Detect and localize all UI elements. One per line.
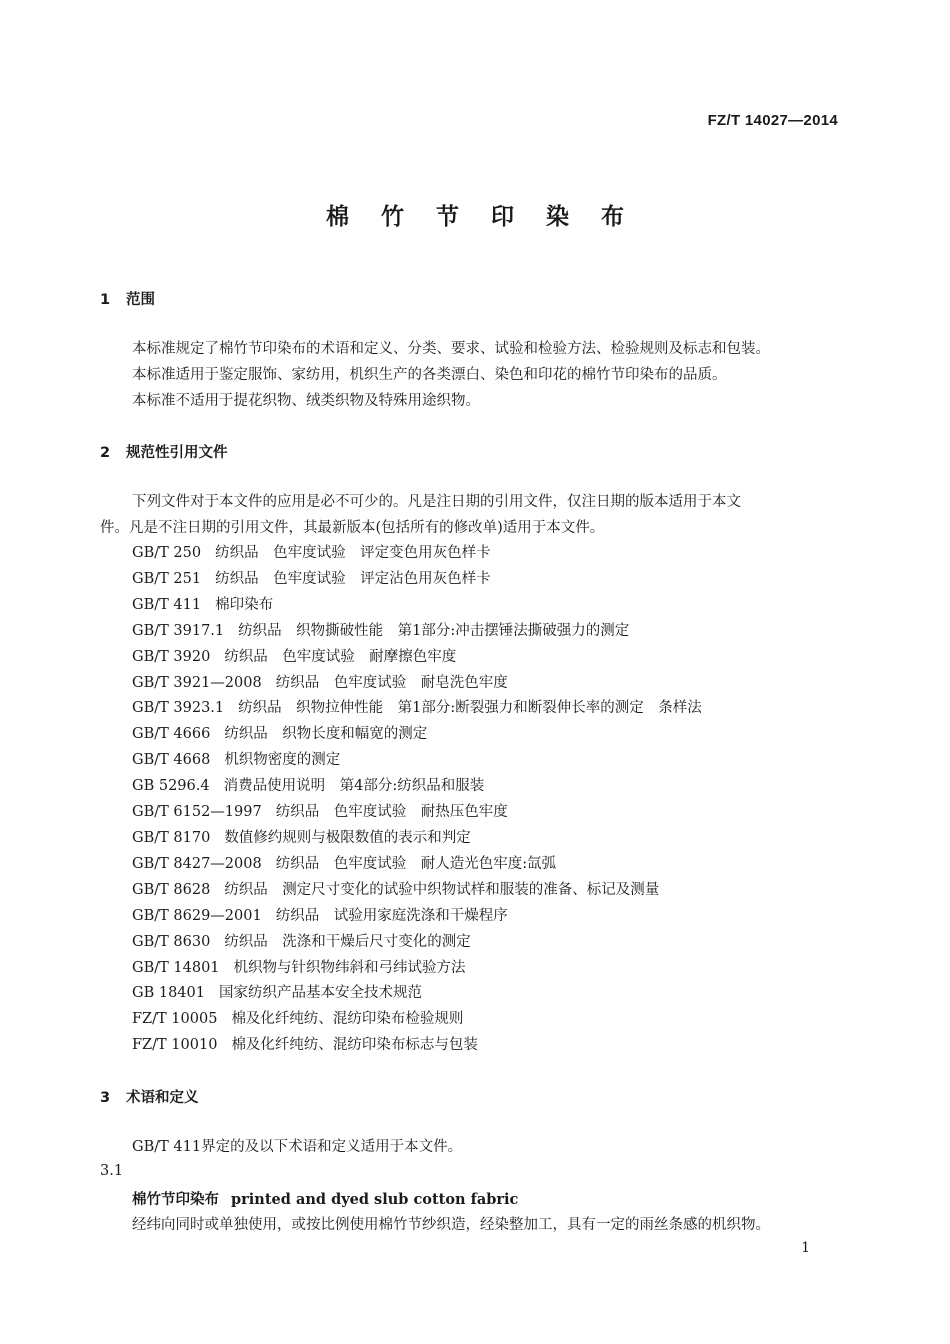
term-english: printed and dyed slub cotton fabric xyxy=(231,1191,519,1208)
term-entry xyxy=(132,1188,518,1209)
reference-item xyxy=(132,930,702,956)
reference-code: GB/T 3921—2008 xyxy=(132,674,262,691)
reference-item xyxy=(132,878,702,904)
reference-code: GB/T 251 xyxy=(132,570,202,587)
section-title: 术语和定义 xyxy=(126,1090,199,1106)
reference-code: GB/T 8628 xyxy=(132,881,211,898)
reference-code: GB/T 8427—2008 xyxy=(132,855,262,872)
reference-title: 机织物与针织物纬斜和弓纬试验方法 xyxy=(233,959,466,976)
reference-code: GB/T 4666 xyxy=(132,726,211,743)
reference-title: 棉及化纤纯纺、混纺印染布检验规则 xyxy=(231,1011,464,1028)
reference-title: 纺织品 色牢度试验 耐人造光色牢度:氙弧 xyxy=(275,855,557,872)
reference-title: 国家纺织产品基本安全技术规范 xyxy=(218,985,422,1002)
reference-item xyxy=(132,904,702,930)
reference-title: 数值修约规则与极限数值的表示和判定 xyxy=(224,829,471,846)
reference-code: FZ/T 10010 xyxy=(132,1037,218,1054)
reference-title: 纺织品 测定尺寸变化的试验中织物试样和服装的准备、标记及测量 xyxy=(224,881,660,898)
section-number: 3 xyxy=(100,1090,111,1106)
reference-title: 纺织品 洗涤和干燥后尺寸变化的测定 xyxy=(224,933,471,950)
reference-item xyxy=(132,671,702,697)
reference-code: GB/T 3917.1 xyxy=(132,622,225,639)
reference-title: 纺织品 色牢度试验 评定变色用灰色样卡 xyxy=(215,545,491,561)
page-number: 1 xyxy=(801,1240,810,1256)
subsection-number: 3.1 xyxy=(100,1163,124,1179)
reference-item xyxy=(132,696,702,722)
paragraph-line: 件。凡是不注日期的引用文件，其最新版本(包括所有的修改单)适用于本文件。 xyxy=(100,520,605,536)
section-number: 2 xyxy=(100,445,111,461)
reference-code: GB/T 8630 xyxy=(132,933,211,950)
reference-code: GB/T 250 xyxy=(132,545,202,561)
reference-item xyxy=(132,619,702,645)
reference-title: 纺织品 色牢度试验 耐皂洗色牢度 xyxy=(275,674,508,691)
section-2-intro xyxy=(100,489,845,541)
reference-item xyxy=(132,981,702,1007)
reference-item xyxy=(132,800,702,826)
reference-code: GB/T 411 xyxy=(132,596,202,613)
paragraph-line: 下列文件对于本文件的应用是必不可少的。凡是注日期的引用文件，仅注日期的版本适用于本文 xyxy=(132,494,741,510)
reference-title: 纺织品 色牢度试验 评定沾色用灰色样卡 xyxy=(215,570,491,587)
section-3-heading xyxy=(100,1086,199,1107)
paragraph: 本标准不适用于提花织物、绒类织物及特殊用途织物。 xyxy=(132,393,480,409)
reference-title: 纺织品 试验用家庭洗涤和干燥程序 xyxy=(275,907,508,924)
paragraph: 本标准适用于鉴定服饰、家纺用，机织生产的各类漂白、染色和印花的棉竹节印染布的品质。 xyxy=(132,367,727,383)
reference-title: 纺织品 织物长度和幅宽的测定 xyxy=(224,726,428,743)
reference-list xyxy=(132,541,702,1059)
reference-title: 棉印染布 xyxy=(215,596,274,613)
standard-code: FZ/T 14027—2014 xyxy=(707,112,838,129)
term-definition: 经纬向同时或单独使用，或按比例使用棉竹节纱织造，经染整加工，具有一定的雨丝条感的机织物。 xyxy=(132,1217,770,1233)
reference-item xyxy=(132,826,702,852)
reference-title: 机织物密度的测定 xyxy=(224,752,341,769)
reference-item xyxy=(132,1007,702,1033)
reference-code: GB/T 4668 xyxy=(132,752,211,769)
reference-item xyxy=(132,541,702,567)
document-title: 棉 竹 节 印 染 布 xyxy=(325,203,637,230)
reference-item xyxy=(132,852,702,878)
section-3-intro xyxy=(100,1134,845,1160)
reference-title: 棉及化纤纯纺、混纺印染布标志与包装 xyxy=(231,1037,478,1054)
reference-item xyxy=(132,1033,702,1059)
section-title: 范围 xyxy=(126,292,155,308)
section-title: 规范性引用文件 xyxy=(126,445,228,461)
term-chinese: 棉竹节印染布 xyxy=(132,1192,219,1208)
reference-title: 消费品使用说明 第4部分:纺织品和服装 xyxy=(223,778,485,795)
section-2-heading xyxy=(100,441,228,462)
reference-code: GB/T 3920 xyxy=(132,648,211,665)
section-1-body xyxy=(100,336,845,414)
reference-code: GB/T 3923.1 xyxy=(132,700,225,717)
paragraph: GB/T 411界定的及以下术语和定义适用于本文件。 xyxy=(132,1139,463,1155)
reference-code: GB/T 8170 xyxy=(132,829,211,846)
reference-code: GB/T 8629—2001 xyxy=(132,907,262,924)
reference-item xyxy=(132,722,702,748)
reference-code: GB/T 14801 xyxy=(132,959,220,976)
reference-item xyxy=(132,567,702,593)
reference-title: 纺织品 色牢度试验 耐热压色牢度 xyxy=(275,804,508,821)
reference-item xyxy=(132,956,702,982)
paragraph: 本标准规定了棉竹节印染布的术语和定义、分类、要求、试验和检验方法、检验规则及标志和包装。 xyxy=(132,341,770,357)
reference-item xyxy=(132,645,702,671)
section-number: 1 xyxy=(100,292,111,308)
reference-code: GB 18401 xyxy=(132,985,205,1002)
section-1-heading xyxy=(100,288,155,309)
reference-code: FZ/T 10005 xyxy=(132,1011,218,1028)
reference-item xyxy=(132,593,702,619)
reference-title: 纺织品 织物撕破性能 第1部分:冲击摆锤法撕破强力的测定 xyxy=(238,622,630,639)
reference-item xyxy=(132,774,702,800)
reference-code: GB 5296.4 xyxy=(132,778,210,795)
reference-code: GB/T 6152—1997 xyxy=(132,804,262,821)
reference-item xyxy=(132,748,702,774)
reference-title: 纺织品 色牢度试验 耐摩擦色牢度 xyxy=(224,648,457,665)
reference-title: 纺织品 织物拉伸性能 第1部分:断裂强力和断裂伸长率的测定 条样法 xyxy=(238,700,702,717)
